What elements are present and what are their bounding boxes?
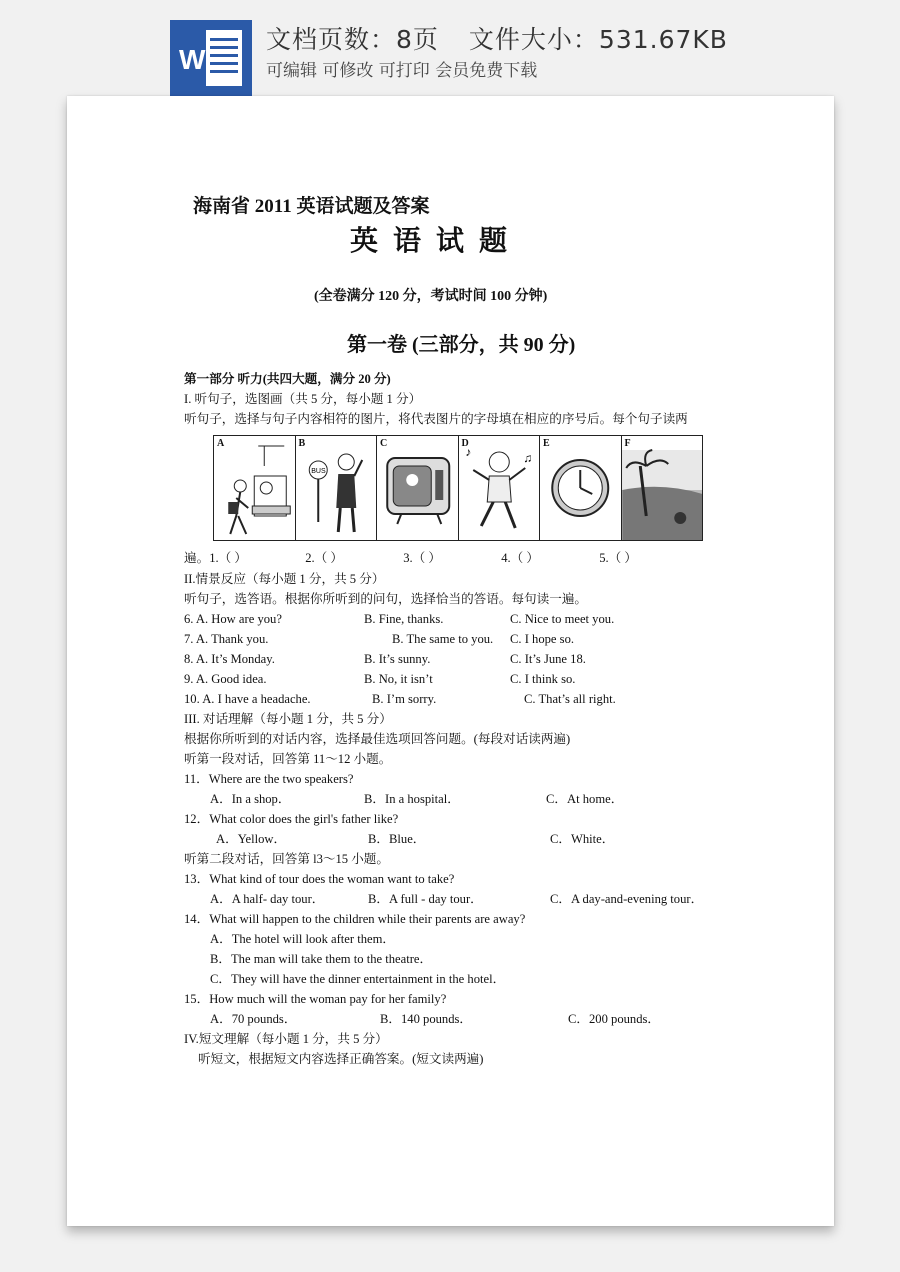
file-size: 文件大小：531.67KB	[468, 25, 728, 54]
option-c: C. It’s June 18.	[510, 652, 586, 666]
option-c: C. Nice to meet you.	[510, 612, 615, 626]
page-count: 文档页数：8页	[266, 25, 439, 54]
exam-title: 英 语 试 题	[350, 226, 512, 257]
picture-strip	[213, 435, 703, 541]
dialog-1-instruction: 听第一段对话，回答第 11～12 小题。	[184, 752, 392, 766]
answer-blank: 5.（ ）	[599, 551, 637, 565]
option-c: C．White．	[550, 832, 615, 846]
picture-label: F	[624, 438, 631, 449]
section-iii-instruction: 根据你所听到的对话内容，选择最佳选项回答问题。(每段对话读两遍)	[184, 732, 571, 746]
answer-blank: 4.（ ）	[501, 551, 539, 565]
feature-list: 可编辑 可修改 可打印 会员免费下载	[266, 61, 538, 81]
option-a: 7. A. Thank you.	[184, 632, 269, 646]
option-c: C．A day-and-evening tour．	[550, 892, 704, 906]
option-a: A．A half- day tour．	[210, 892, 325, 906]
section-heading: 第一部分 听力(共四大题，满分 20 分)	[184, 372, 391, 386]
section-ii-heading: II.情景反应（每小题 1 分，共 5 分）	[184, 572, 385, 586]
question-14: 14．What will happen to the children while their parents are away?	[184, 912, 526, 926]
option-c: C. I think so.	[510, 672, 576, 686]
option-b: B. Fine, thanks.	[364, 612, 444, 626]
file-info	[266, 20, 728, 56]
picture-e	[540, 436, 622, 540]
section-iii-heading: III. 对话理解（每小题 1 分，共 5 分）	[184, 712, 392, 726]
option-a: A．Yellow．	[216, 832, 287, 846]
question-11: 11．Where are the two speakers?	[184, 772, 354, 786]
svg-text:♫: ♫	[522, 451, 532, 465]
svg-text:W: W	[179, 44, 206, 75]
picture-label: C	[380, 438, 388, 449]
section-i-heading: I. 听句子，选图画（共 5 分，每小题 1 分）	[184, 392, 422, 406]
picture-label: A	[217, 438, 225, 449]
question-13: 13．What kind of tour does the woman want to take?	[184, 872, 455, 886]
section-ii-instruction: 听句子，选答语。根据你所听到的问句，选择恰当的答语。每句读一遍。	[184, 592, 587, 606]
answer-line	[184, 550, 637, 566]
hospital-illustration	[214, 436, 295, 540]
option-c: C．At home．	[546, 792, 624, 806]
clock-illustration	[540, 436, 621, 540]
option-b: B. I’m sorry.	[372, 692, 437, 706]
question-14-option-c: C．They will have the dinner entertainment in the hotel．	[210, 972, 506, 986]
option-a: 8. A. It’s Monday.	[184, 652, 275, 666]
question-15: 15．How much will the woman pay for her family?	[184, 992, 447, 1006]
option-b: B．A full - day tour．	[368, 892, 483, 906]
beach-illustration	[622, 436, 703, 540]
option-a: 6. A. How are you?	[184, 612, 282, 626]
picture-f	[622, 436, 703, 540]
answer-line-prefix: 遍。	[184, 551, 210, 565]
part-title: 第一卷 (三部分，共 90 分)	[347, 334, 576, 356]
option-c: C．200 pounds．	[568, 1012, 661, 1026]
option-a: A．70 pounds．	[210, 1012, 297, 1026]
picture-c	[377, 436, 459, 540]
answer-blank: 3.（ ）	[403, 551, 441, 565]
dancing-boy-illustration	[459, 436, 540, 540]
answer-blank: 1.（ ）	[209, 551, 247, 565]
option-c: C. I hope so.	[510, 632, 575, 646]
word-icon	[170, 20, 252, 96]
picture-b	[296, 436, 378, 540]
picture-label: D	[461, 438, 469, 449]
document-title: 海南省 2011 英语试题及答案	[193, 196, 430, 217]
option-c: C. That’s all right.	[524, 692, 616, 706]
section-iv-heading: IV.短文理解（每小题 1 分，共 5 分）	[184, 1032, 388, 1046]
answer-blank: 2.（ ）	[305, 551, 343, 565]
option-a: 10. A. I have a headache.	[184, 692, 311, 706]
picture-label: E	[543, 438, 550, 449]
bus-stop-illustration	[296, 436, 377, 540]
option-b: B．140 pounds．	[380, 1012, 473, 1026]
option-a: A．In a shop．	[210, 792, 291, 806]
television-illustration	[377, 436, 458, 540]
option-b: B. The same to you.	[392, 632, 494, 646]
picture-label: B	[298, 438, 306, 449]
option-b: B．In a hospital．	[364, 792, 460, 806]
question-12: 12．What color does the girl's father like?	[184, 812, 399, 826]
section-iv-instruction: 听短文，根据短文内容选择正确答案。(短文读两遍)	[198, 1052, 484, 1066]
score-note: (全卷满分 120 分，考试时间 100 分钟)	[314, 289, 548, 304]
section-i-instruction: 听句子，选择与句子内容相符的图片，将代表图片的字母填在相应的序号后。每个句子读两	[184, 412, 688, 426]
picture-d	[459, 436, 541, 540]
question-14-option-a: A．The hotel will look after them．	[210, 932, 396, 946]
dialog-2-instruction: 听第二段对话，回答第 l3～15 小题。	[184, 852, 389, 866]
option-b: B. It’s sunny.	[364, 652, 431, 666]
option-b: B. No, it isn’t	[364, 672, 433, 686]
question-14-option-b: B．The man will take them to the theatre．	[210, 952, 433, 966]
option-a: 9. A. Good idea.	[184, 672, 267, 686]
option-b: B．Blue．	[368, 832, 426, 846]
svg-text:♪: ♪	[464, 445, 471, 459]
document-page	[67, 96, 834, 1226]
svg-text:BUS: BUS	[310, 468, 326, 475]
picture-a	[214, 436, 296, 540]
download-banner	[0, 0, 900, 96]
